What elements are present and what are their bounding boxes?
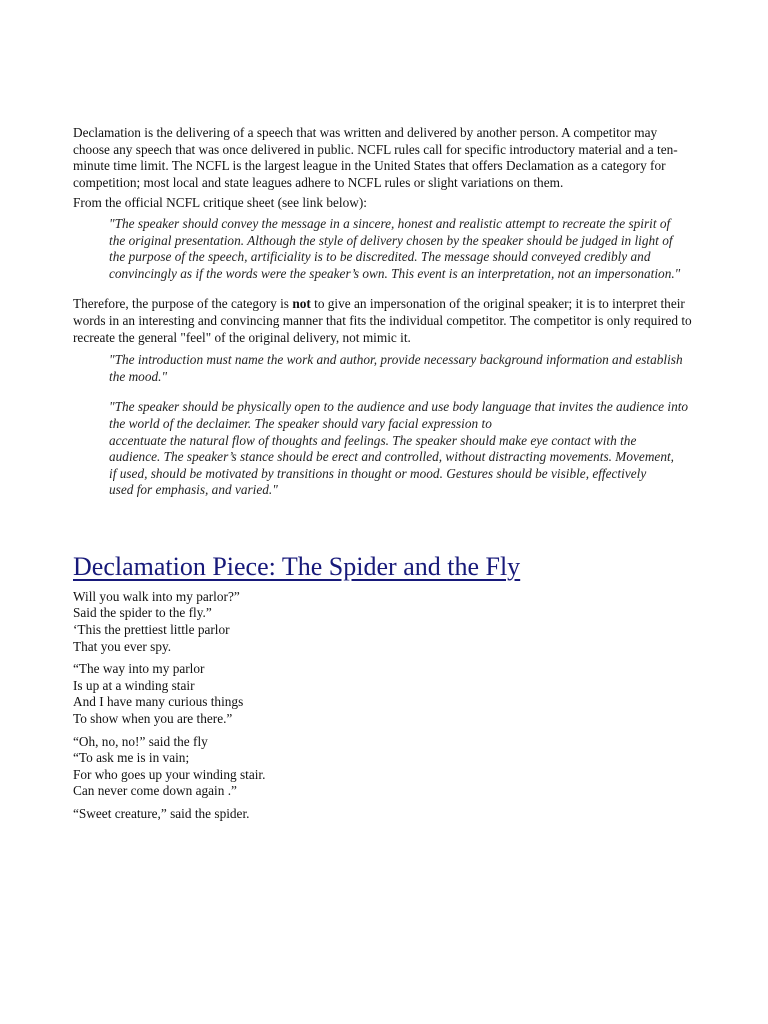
poem-line: “The way into my parlor — [73, 661, 205, 677]
quote-3-line: if used, should be motivated by transitions in thought or mood. Gestures should be visible, effectively — [109, 465, 647, 481]
poem-stanza — [73, 589, 693, 655]
poem-line: Will you walk into my parlor?” — [73, 588, 240, 604]
poem-line: Said the spider to the fly.” — [73, 605, 212, 621]
critique-quote-2: "The introduction must name the work and author, provide necessary background information and establish the mood." — [109, 352, 683, 384]
poem-line: That you ever spy. — [73, 638, 172, 654]
poem-line: And I have many curious things — [73, 694, 244, 710]
poem-line: “Sweet creature,” said the spider. — [73, 806, 250, 821]
quote-3-line: "The speaker should be physically open to the audience and use body language that invites the audience into the world of the declaimer. The speaker should vary facial expression to — [109, 399, 689, 431]
intro-paragraph: Declamation is the delivering of a speech that was written and delivered by another person. A competitor may choose any speech that was once delivered in public. NCFL rules call for specific introductory material and a ten-minute time limit. The NCFL is the largest league in the United States that offers Declamation as a category for competition; most local and state leagues adhere to NCFL rules or slight variations on them. — [73, 125, 678, 190]
poem-line: Can never come down again .” — [73, 783, 237, 799]
poem-line: Is up at a winding stair — [73, 677, 195, 693]
poem-line: “To ask me is in vain; — [73, 750, 190, 766]
purpose-paragraph — [73, 296, 693, 346]
purpose-emphasis: not — [292, 296, 311, 312]
critique-quote-3 — [109, 399, 689, 499]
critique-sheet-label: From the official NCFL critique sheet (see link below): — [73, 195, 367, 211]
quote-3-line: accentuate the natural flow of thoughts and feelings. The speaker should make eye contact with the — [109, 432, 637, 448]
poem-line: For who goes up your winding stair. — [73, 766, 266, 782]
critique-quote-1: "The speaker should convey the message in a sincere, honest and realistic attempt to recreate the spirit of the original presentation. Although the style of delivery chosen by the speaker should be judged in light of the purpose of the speech, artificiality is to be discredited. The message should conveyed credibly and convincingly as if the words were the speaker’s own. This event is an interpretation, not an impersonation." — [109, 215, 681, 281]
section-heading-link[interactable]: Declamation Piece: The Spider and the Fly — [73, 551, 521, 581]
poem-stanza — [73, 734, 693, 800]
poem-stanza — [73, 661, 693, 727]
quote-3-line: audience. The speaker’s stance should be erect and controlled, without distracting movements. Movement, — [109, 449, 675, 465]
document-page — [73, 125, 693, 829]
poem-line: To show when you are there.” — [73, 711, 233, 727]
purpose-text-before: Therefore, the purpose of the category is — [73, 296, 293, 312]
quote-3-line: used for emphasis, and varied." — [109, 482, 278, 498]
poem-stanza — [73, 806, 693, 823]
poem-line: “Oh, no, no!” said the fly — [73, 733, 208, 749]
poem-line: ‘This the prettiest little parlor — [73, 622, 230, 638]
purpose-text-after: to give an impersonation of the original speaker; it is to interpret their words in an interesting and convincing manner that fits the individual competitor. The competitor is only required to recreate the general "feel" of the original delivery, not mimic it. — [73, 296, 692, 345]
